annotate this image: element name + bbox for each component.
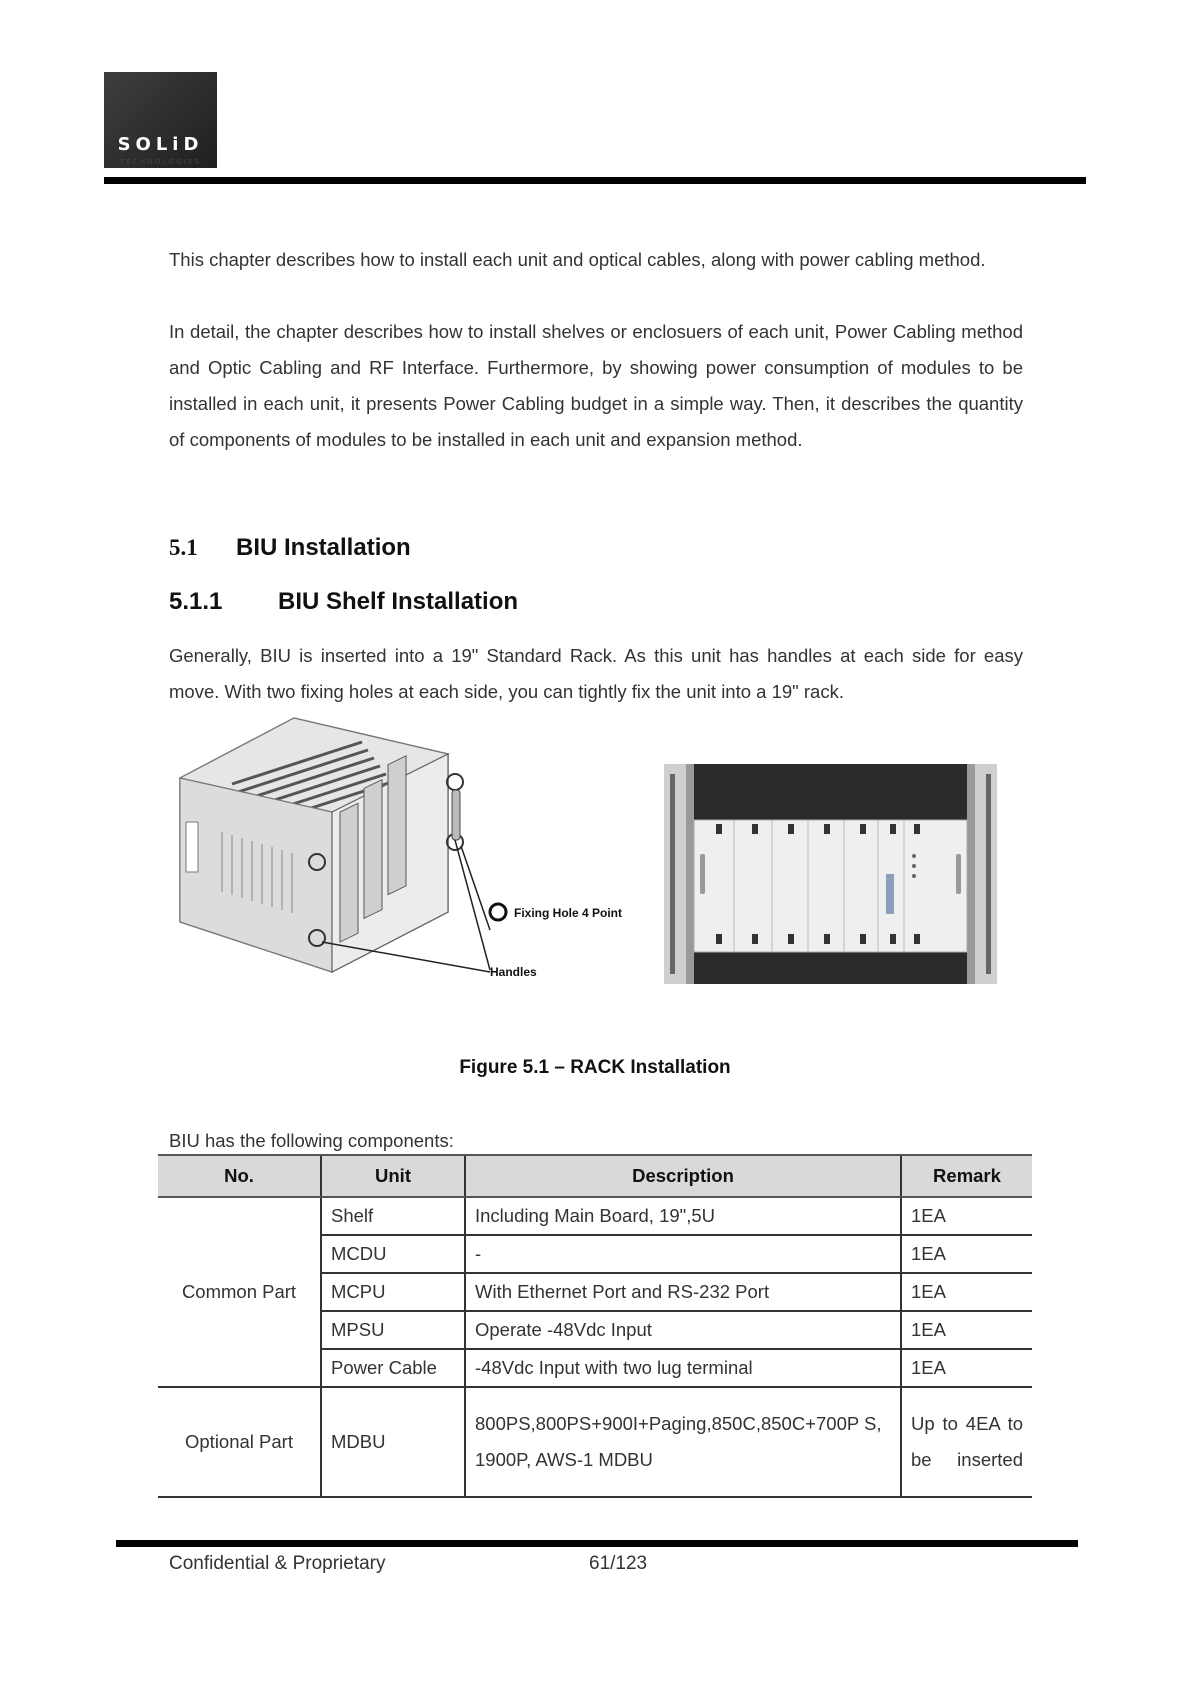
remark-cell: Up to 4EA to be inserted — [901, 1387, 1032, 1497]
description-cell: Operate -48Vdc Input — [465, 1311, 901, 1349]
rack-photo — [664, 764, 997, 984]
description-cell: 800PS,800PS+900I+Paging,850C,850C+700P S, 1900P, AWS-1 MDBU — [465, 1387, 901, 1497]
unit-cell: Power Cable — [321, 1349, 465, 1387]
table-row — [158, 1387, 1032, 1497]
biu-shelf-illustration — [172, 712, 642, 982]
logo-text: SOLiD — [117, 134, 204, 155]
subsection-title: BIU Shelf Installation — [278, 588, 519, 615]
unit-cell: MPSU — [321, 1311, 465, 1349]
subsection-heading — [169, 588, 518, 616]
description-cell: Including Main Board, 19",5U — [465, 1197, 901, 1235]
logo-subtext: TECHNOLOGIES — [119, 158, 202, 166]
table-header-row — [158, 1155, 1032, 1197]
description-cell: With Ethernet Port and RS-232 Port — [465, 1273, 901, 1311]
company-logo — [104, 72, 217, 168]
header-unit: Unit — [321, 1155, 465, 1197]
handles-callout: Handles — [490, 965, 537, 979]
footer-confidential: Confidential & Proprietary — [169, 1553, 386, 1574]
unit-cell: MCPU — [321, 1273, 465, 1311]
remark-cell: 1EA — [901, 1273, 1032, 1311]
intro-paragraph-1: This chapter describes how to install each unit and optical cables, along with power cabling method. — [169, 249, 986, 270]
header-rule — [104, 177, 1086, 184]
remark-cell: 1EA — [901, 1349, 1032, 1387]
description-cell: -48Vdc Input with two lug terminal — [465, 1349, 901, 1387]
subsection-paragraph: Generally, BIU is inserted into a 19" Standard Rack. As this unit has handles at each side for easy move. With two fixing holes at each side, you can tightly fix the unit into a 19" rack. — [169, 645, 1023, 702]
subsection-number: 5.1.1 — [169, 588, 223, 615]
header-remark: Remark — [901, 1155, 1032, 1197]
page-number: 61/123 — [589, 1553, 648, 1574]
remark-cell: 1EA — [901, 1197, 1032, 1235]
remark-cell: 1EA — [901, 1311, 1032, 1349]
footer-rule — [116, 1540, 1078, 1547]
section-heading — [169, 534, 411, 562]
intro-paragraph-2: In detail, the chapter describes how to install shelves or enclosuers of each unit, Power Cabling method and Optic Cabling and RF Interface. Furthermore, by showing power consumption of modules to be installed in each unit, it presents Power Cabling budget in a simple way. Then, it describes the quantity of components of modules to be installed in each unit and expansion method. — [169, 321, 1023, 450]
unit-cell: Shelf — [321, 1197, 465, 1235]
components-lead: BIU has the following components: — [169, 1130, 454, 1151]
table-row — [158, 1197, 1032, 1235]
group-common-part: Common Part — [158, 1197, 321, 1387]
header-description: Description — [465, 1155, 901, 1197]
figure-caption: Figure 5.1 – RACK Installation — [459, 1057, 731, 1078]
remark-cell: 1EA — [901, 1235, 1032, 1273]
header-no: No. — [158, 1155, 321, 1197]
description-cell: - — [465, 1235, 901, 1273]
fixing-hole-callout: Fixing Hole 4 Point — [514, 906, 623, 920]
section-number: 5.1 — [169, 535, 198, 560]
unit-cell: MDBU — [321, 1387, 465, 1497]
components-table — [158, 1154, 1032, 1498]
unit-cell: MCDU — [321, 1235, 465, 1273]
group-optional-part: Optional Part — [158, 1387, 321, 1497]
section-title: BIU Installation — [236, 534, 411, 561]
